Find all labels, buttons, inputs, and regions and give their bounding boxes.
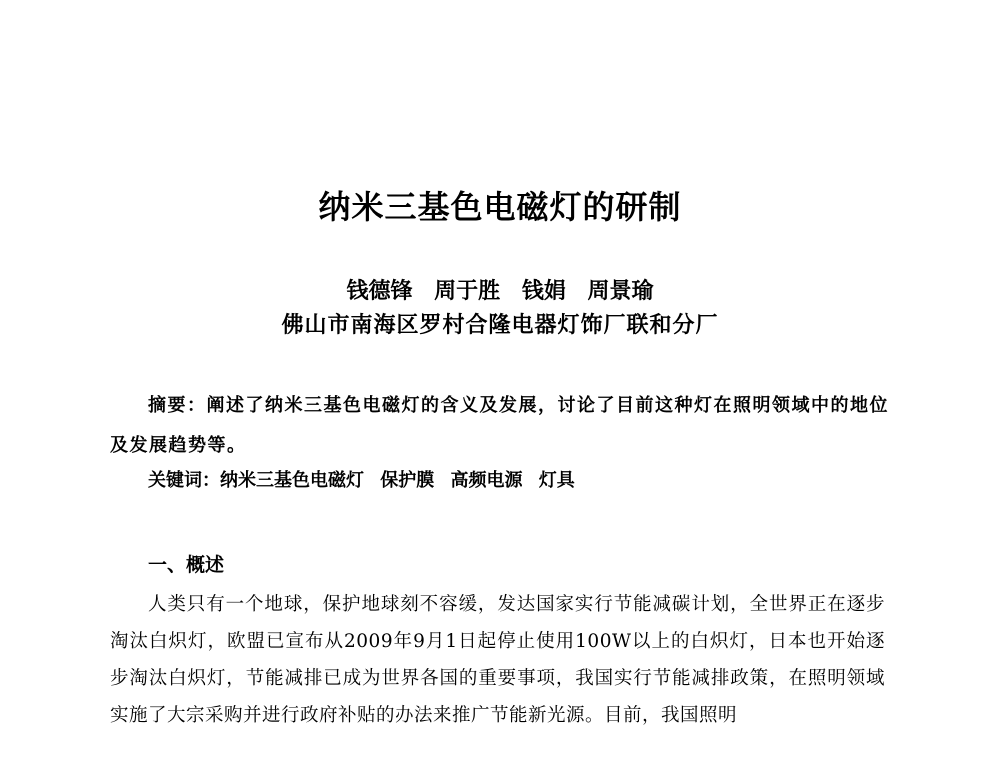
keywords-text: 纳米三基色电磁灯 保护膜 高频电源 灯具 — [220, 470, 575, 491]
paper-title: 纳米三基色电磁灯的研制 — [318, 188, 682, 226]
affiliation: 佛山市南海区罗村合隆电器灯饰厂联和分厂 — [281, 312, 719, 338]
abstract-label: 摘要： — [148, 395, 207, 416]
author-list: 钱德锋 周于胜 钱娟 周景瑜 — [346, 278, 654, 304]
section-body-paragraph: 人类只有一个地球，保护地球刻不容缓，发达国家实行节能减碳计划，全世界正在逐步淘汰白炽灯，欧盟已宣布从2009年9月1日起停止使用100W以上的白炽灯，日本也开始逐步淘汰白炽灯，节能减排已成为世界各国的重要事项，我国实行节能减排政策，在照明领域实施了大宗采购并进行政府补贴的办法来推广节能新光源。目前，我国照明 — [110, 594, 885, 726]
keywords — [148, 468, 890, 494]
keywords-label: 关键词： — [148, 470, 220, 491]
abstract-text: 阐述了纳米三基色电磁灯的含义及发展，讨论了目前这种灯在照明领域中的地位及发展趋势等。 — [110, 395, 889, 456]
section-heading: 一、概述 — [148, 554, 225, 576]
abstract — [110, 386, 890, 466]
